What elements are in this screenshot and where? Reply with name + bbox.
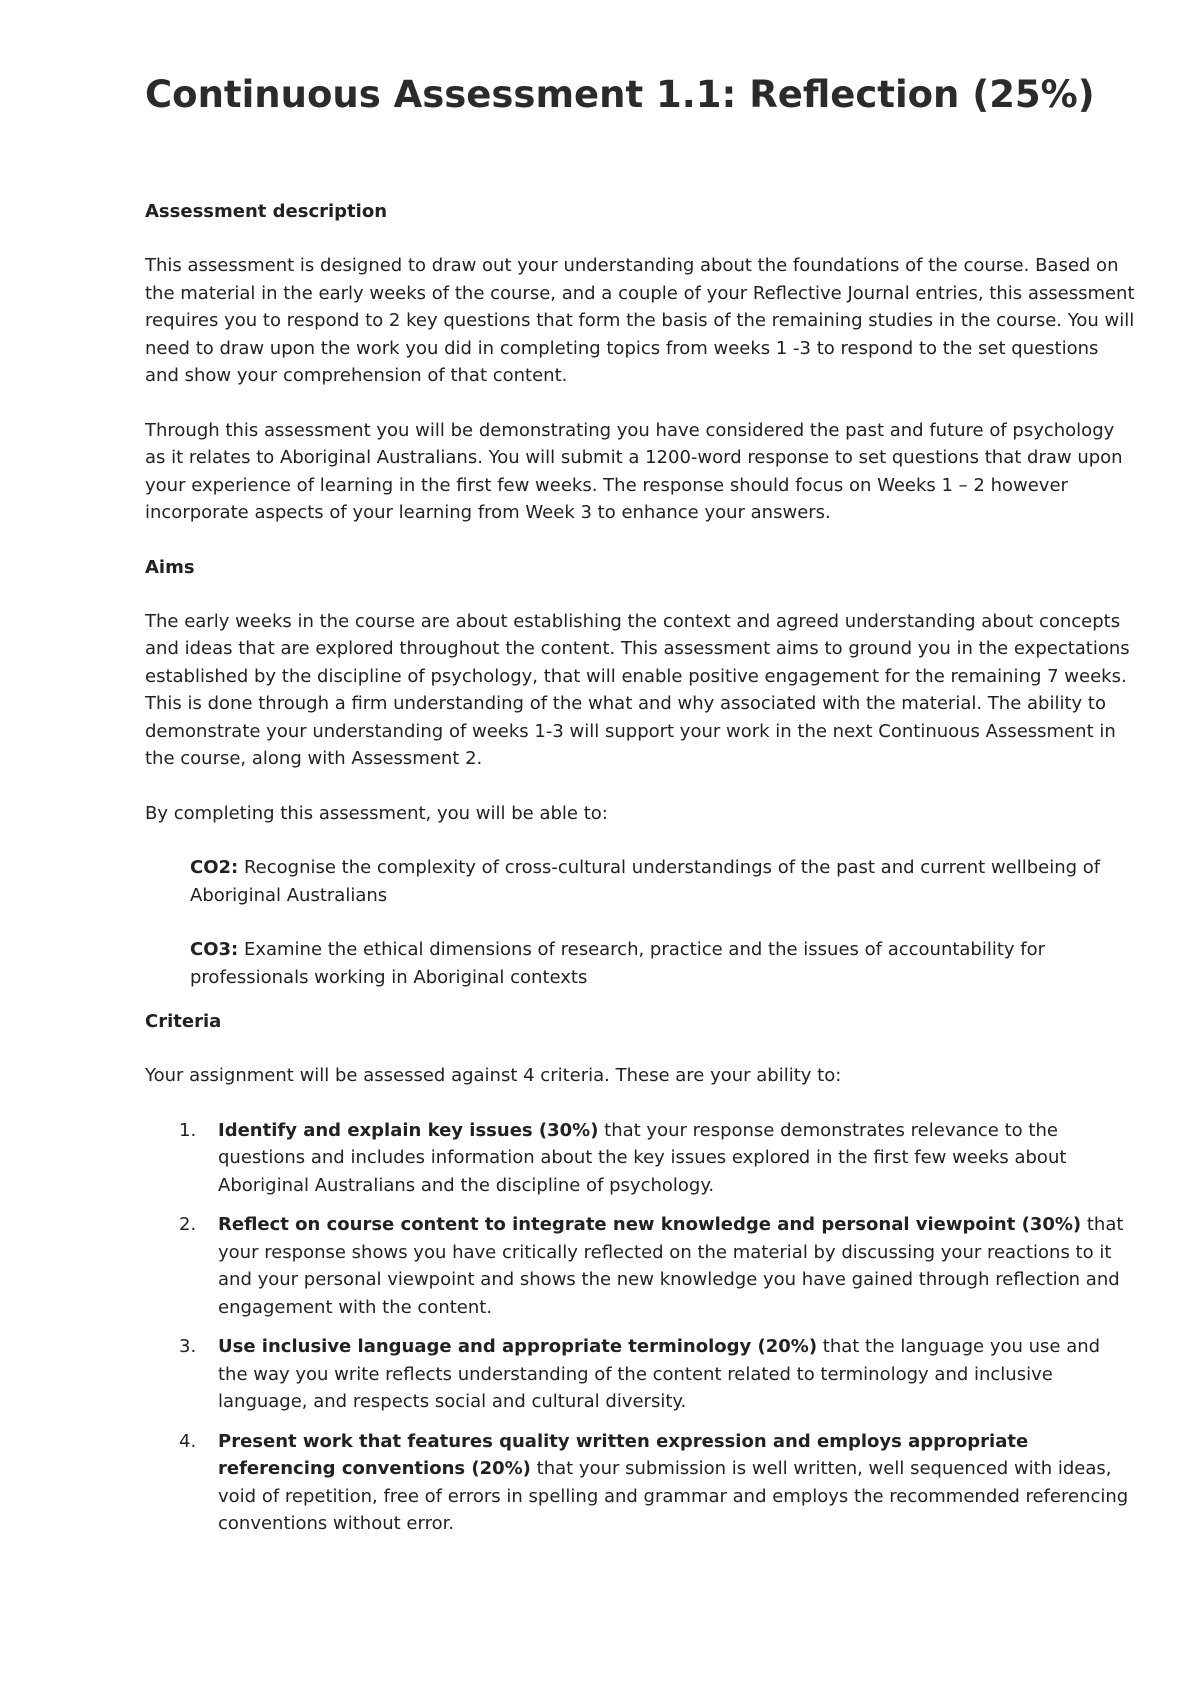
outcome-text: Examine the ethical dimensions of research, practice and the issues of accountability for professionals working in Aboriginal contexts [190,939,1046,988]
outcome-code: CO3: [190,939,239,960]
criteria-list [145,1117,1135,1538]
criteria-title: Use inclusive language and appropriate terminology (20%) [218,1336,818,1357]
criteria-item [145,1428,1135,1538]
course-outcome-co3 [190,936,1120,991]
criteria-item [145,1211,1135,1321]
criteria-item [145,1333,1135,1416]
document-page [145,70,1135,1550]
criteria-text: that your submission is well written, well sequenced with ideas, void of repetition, free of errors in spelling and grammar and employs the recommended referencing conventions without error. [218,1458,1129,1534]
criteria-heading: Criteria [145,1011,222,1032]
criteria-number: 1. [179,1119,197,1141]
page-title: Continuous Assessment 1.1: Reflection (25%) [145,73,1095,116]
criteria-title: Reflect on course content to integrate new knowledge and personal viewpoint (30%) [218,1214,1082,1235]
description-paragraph-2: Through this assessment you will be demonstrating you have considered the past and future of psychology as it relates to Aboriginal Australians. You will submit a 1200-word response to set questions that draw upon your experience of learning in the first few weeks. The response should focus on Weeks 1 – 2 however incorporate aspects of your learning from Week 3 to enhance your answers. [145,419,1123,523]
criteria-text: that your response shows you have critically reflected on the material by discussing your reactions to it and your personal viewpoint and shows the new knowledge you have gained through reflection and engagement with the content. [218,1214,1124,1318]
outcome-text: Recognise the complexity of cross-cultural understandings of the past and current wellbeing of Aboriginal Australians [190,857,1101,906]
criteria-number: 3. [179,1336,197,1357]
criteria-title: Identify and explain key issues (30%) [218,1119,599,1141]
criteria-number: 2. [179,1214,197,1235]
description-heading: Assessment description [145,201,388,222]
criteria-title: Present work that features quality written expression and employs appropriate referencing conventions (20%) [218,1430,1029,1479]
criteria-intro: Your assignment will be assessed against 4 criteria. These are your ability to: [145,1065,842,1086]
aims-heading: Aims [145,556,195,578]
aims-paragraph-2: By completing this assessment, you will be able to: [145,802,608,824]
criteria-text: that your response demonstrates relevance to the questions and includes information about the key issues explored in the first few weeks about Aboriginal Australians and the discipline of psychology. [218,1119,1067,1196]
course-outcome-co2 [190,854,1120,909]
aims-paragraph-1: The early weeks in the course are about establishing the context and agreed understanding about concepts and ideas that are explored throughout the content. This assessment aims to ground you in the expectations established by the discipline of psychology, that will enable positive engagement for the remaining 7 weeks. This is done through a firm understanding of the what and why associated with the material. The ability to demonstrate your understanding of weeks 1-3 will support your work in the next Continuous Assessment in the course, along with Assessment 2. [145,610,1130,769]
criteria-text: that the language you use and the way you write reflects understanding of the content related to terminology and inclusive language, and respects social and cultural diversity. [218,1336,1101,1412]
outcome-code: CO2: [190,857,239,878]
description-paragraph-1: This assessment is designed to draw out your understanding about the foundations of the course. Based on the material in the early weeks of the course, and a couple of your Reflective Journal entries, this assessment requires you to respond to 2 key questions that form the basis of the remaining studies in the course. You will need to draw upon the work you did in completing topics from weeks 1 -3 to respond to the set questions and show your comprehension of that content. [145,255,1135,386]
criteria-item [145,1117,1135,1200]
criteria-number: 4. [179,1430,197,1452]
